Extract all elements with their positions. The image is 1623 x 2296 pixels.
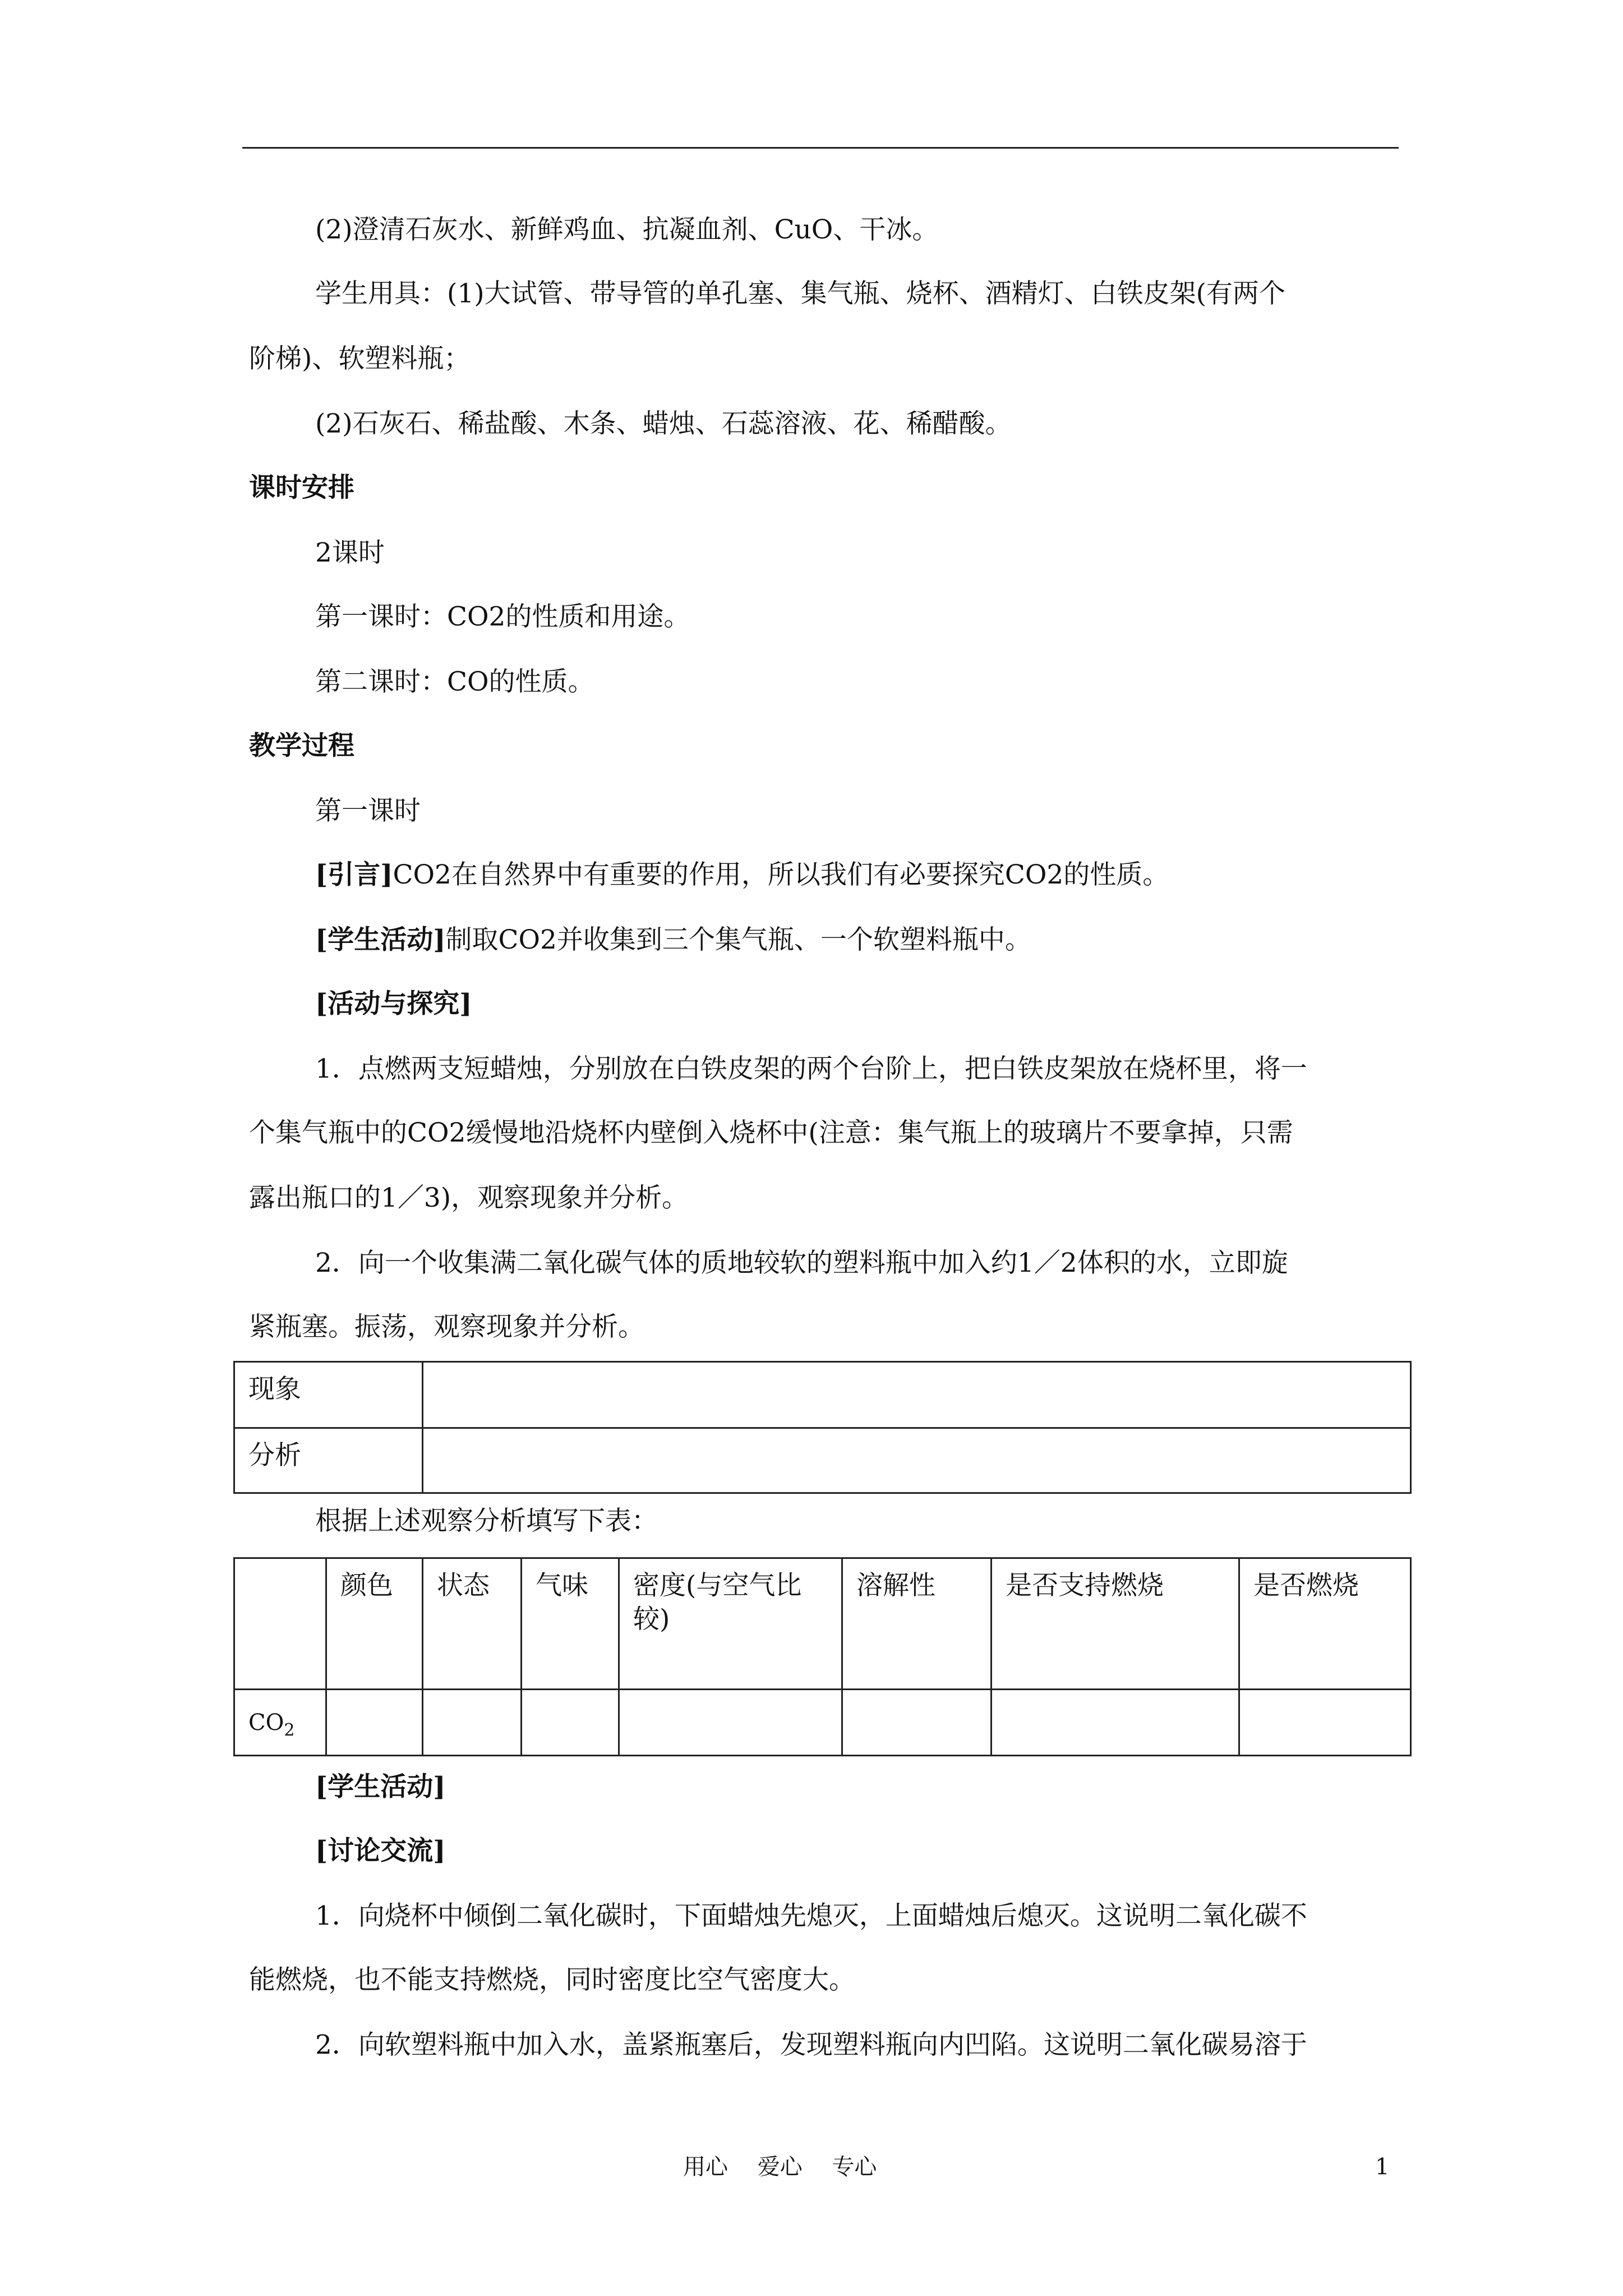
observation-table [233,1361,1412,1494]
text-line [315,858,1169,892]
header-rule [242,147,1399,149]
section-heading: 课时安排 [249,472,354,503]
text-line: 2课时 [315,537,385,568]
corner-cell [234,1558,326,1690]
text-line: 第一课时：CO2的性质和用途。 [315,601,690,632]
text-line: 第二课时：CO的性质。 [315,666,594,697]
activity-heading: [活动与探究] [315,988,472,1019]
cell-color[interactable] [326,1690,423,1756]
row-label-co2: $CO_2$ [234,1690,326,1756]
text-line: 学生用具：(1)大试管、带导管的单孔塞、集气瓶、烧杯、酒精灯、白铁皮架(有两个 [315,278,1285,309]
properties-table [233,1557,1412,1756]
header-density: 密度(与空气比较) [619,1558,842,1690]
activity-tag: [引言] [315,859,393,890]
text-line: 露出瓶口的1／3)，观察现象并分析。 [249,1182,689,1213]
header-combustible: 是否燃烧 [1239,1558,1411,1690]
cell-combustible[interactable] [1239,1690,1411,1756]
text-line: 阶梯)、软塑料瓶； [249,343,471,374]
cell-supports-combustion[interactable] [992,1690,1239,1756]
header-solubility: 溶解性 [842,1558,992,1690]
activity-heading: [学生活动] [315,1772,446,1802]
activity-tag: [学生活动] [315,924,446,955]
cell-solubility[interactable] [842,1690,992,1756]
footer-motto: 用心 爱心 专心 [683,2154,877,2180]
cell-density[interactable] [619,1690,842,1756]
text-line: 2．向软塑料瓶中加入水，盖紧瓶塞后，发现塑料瓶向内凹陷。这说明二氧化碳易溶于 [315,2030,1307,2060]
observation-label: 现象 [234,1362,423,1428]
section-heading: 教学过程 [249,730,354,761]
text-line: (2)澄清石灰水、新鲜鸡血、抗凝血剂、CuO、干冰。 [315,214,939,245]
header-odor: 气味 [522,1558,619,1690]
analysis-label: 分析 [234,1428,423,1493]
text-line: 个集气瓶中的CO2缓慢地沿烧杯内壁倒入烧杯中(注意：集气瓶上的玻璃片不要拿掉，只需 [249,1117,1293,1148]
text-line: 根据上述观察分析填写下表： [315,1506,658,1536]
text-line: 紧瓶塞。振荡，观察现象并分析。 [249,1312,644,1342]
text-line: 2．向一个收集满二氧化碳气体的质地较软的塑料瓶中加入约1／2体积的水，立即旋 [315,1248,1288,1278]
text-line: 能燃烧，也不能支持燃烧，同时密度比空气密度大。 [249,1964,855,1995]
text-line: 第一课时 [315,795,421,826]
text-line [315,923,1031,957]
activity-text: 制取CO2并收集到三个集气瓶、一个软塑料瓶中。 [445,924,1031,955]
header-supports-combustion: 是否支持燃烧 [992,1558,1239,1690]
observation-cell[interactable] [423,1362,1411,1428]
analysis-cell[interactable] [423,1428,1411,1493]
cell-odor[interactable] [522,1690,619,1756]
activity-text: CO2在自然界中有重要的作用，所以我们有必要探究CO2的性质。 [393,859,1169,890]
text-line: (2)石灰石、稀盐酸、木条、蜡烛、石蕊溶液、花、稀醋酸。 [315,408,1012,439]
activity-heading: [讨论交流] [315,1835,446,1866]
page-number: 1 [1375,2154,1390,2180]
cell-state[interactable] [423,1690,522,1756]
header-color: 颜色 [326,1558,423,1690]
text-line: 1．点燃两支短蜡烛，分别放在白铁皮架的两个台阶上，把白铁皮架放在烧杯里，将一 [315,1053,1307,1084]
header-state: 状态 [423,1558,522,1690]
text-line: 1．向烧杯中倾倒二氧化碳时，下面蜡烛先熄灭，上面蜡烛后熄灭。这说明二氧化碳不 [315,1901,1307,1931]
